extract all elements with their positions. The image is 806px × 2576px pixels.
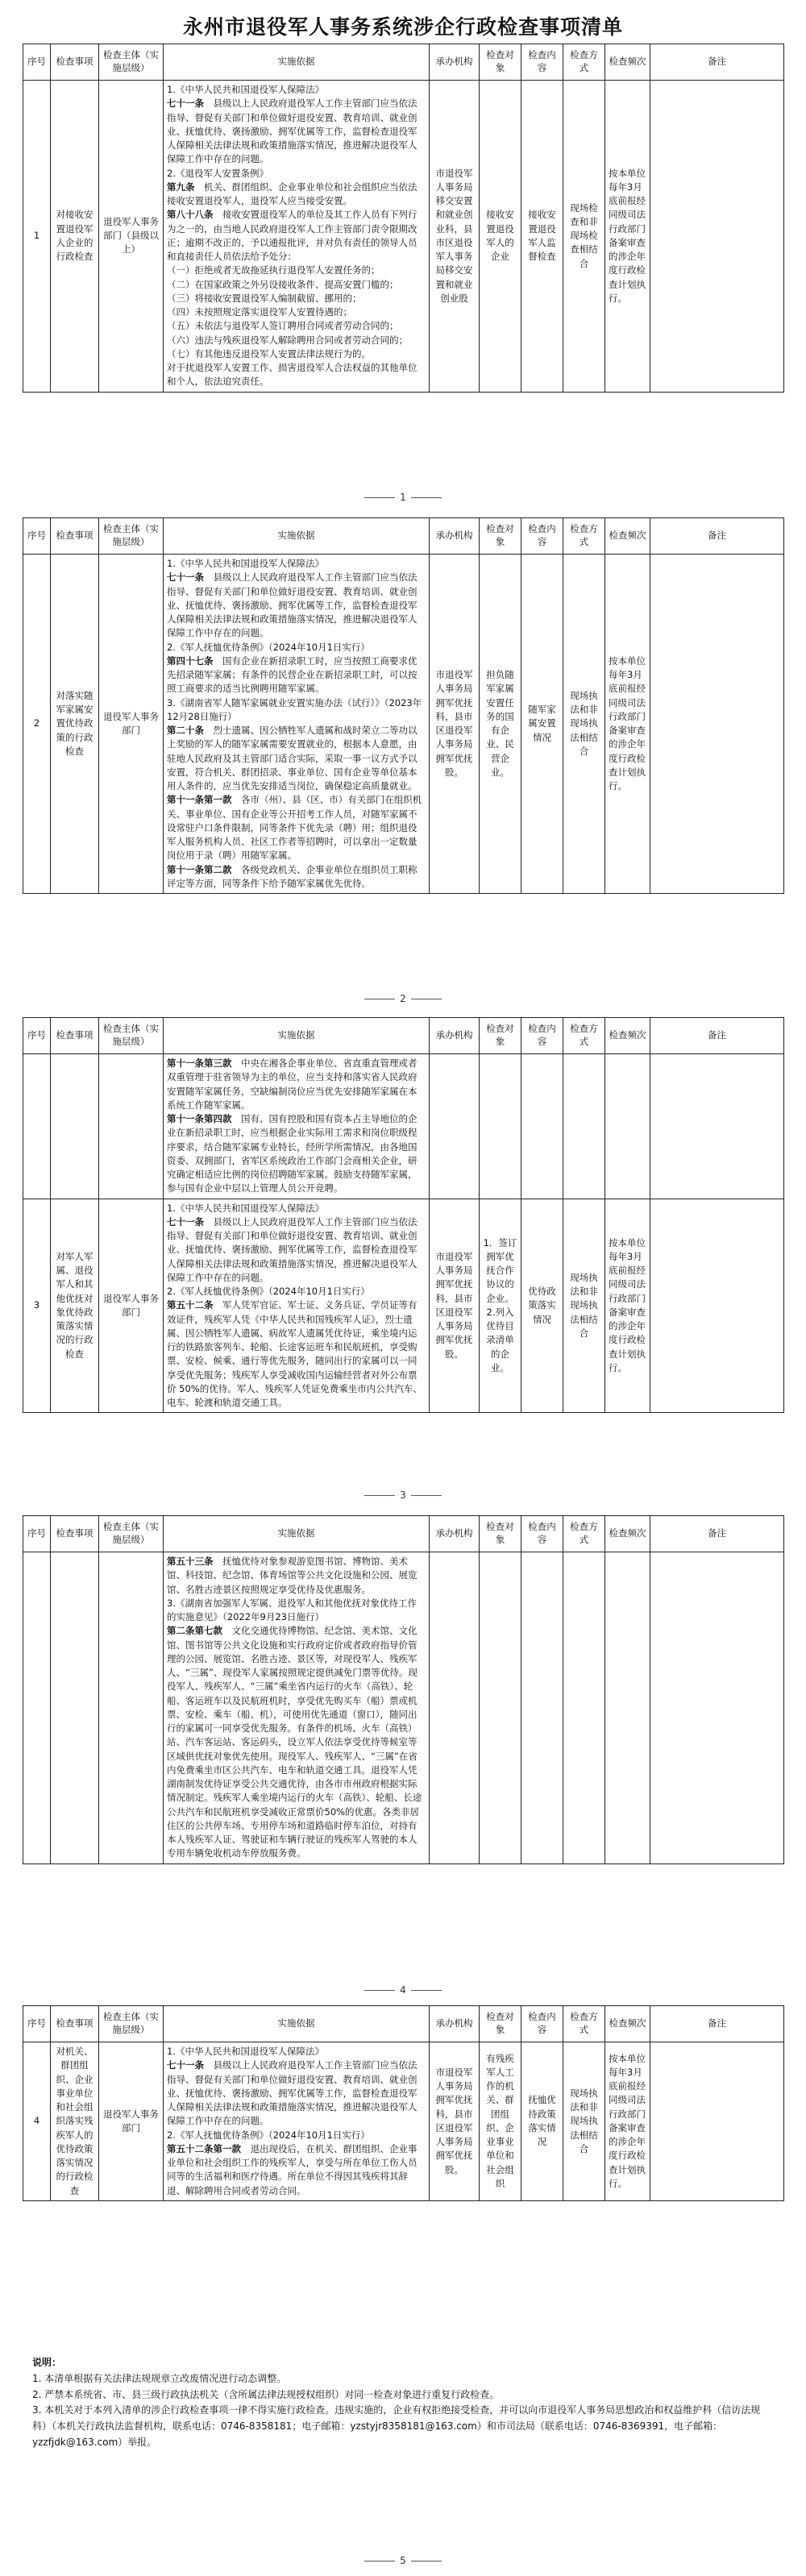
basis-text: 1.《中华人民共和国退役军人保障法》 xyxy=(167,84,324,95)
basis-paragraph xyxy=(167,347,426,361)
basis-paragraph xyxy=(167,1215,426,1285)
basis-text: （七）有其他违反退役军人安置法律法规行为的。 xyxy=(167,347,371,359)
seq-cell xyxy=(23,1552,51,1864)
column-header: 实施依据 xyxy=(164,2006,430,2042)
header-row xyxy=(23,1516,784,1552)
note-cell xyxy=(650,2042,784,2201)
note-item-1: 1. 本清单根据有关法律法规规章立改废情况进行动态调整。 xyxy=(32,2372,287,2384)
basis-text: 机关、群团组织、企业事业单位和社会组织应当依法接收安置退役军人，退役军人应当接受安置。 xyxy=(167,181,418,206)
column-header: 承办机构 xyxy=(430,1018,480,1054)
org-cell: 市退役军人事务局拥军优抚科，县市区退役军人事务局拥军优抚股。 xyxy=(430,2042,480,2201)
article-number: 第五十二条第一款 xyxy=(167,2142,241,2154)
basis-cell xyxy=(164,1199,430,1413)
basis-text: 各级党政机关、企事业单位在组织员工职称评定等方面，同等条件下给予随军家属优先优待。 xyxy=(167,863,418,889)
column-header: 检查内容 xyxy=(521,44,563,81)
object-cell xyxy=(480,1552,521,1864)
basis-text: （二）在国家政策之外另设接收条件、提高安置门槛的； xyxy=(167,278,399,290)
inspection-table xyxy=(23,517,784,894)
column-header: 备注 xyxy=(650,518,784,555)
item-cell: 对接收安置退役军人企业的行政检查 xyxy=(51,81,99,393)
column-header: 检查主体（实施层级） xyxy=(99,518,164,555)
column-header: 检查频次 xyxy=(605,44,650,81)
org-cell: 市退役军人事务局拥军优抚科，县市区退役军人事务局拥军优抚股。 xyxy=(430,1199,480,1413)
basis-text: （六）违法与残疾退役军人解除聘用合同或者劳动合同的； xyxy=(167,334,408,346)
table-row xyxy=(23,1199,784,1413)
basis-text: （五）未依法与退役军人签订聘用合同或者劳动合同的； xyxy=(167,320,399,332)
note-cell xyxy=(650,81,784,393)
basis-text: 退出现役后，在机关、群团组织、企业事业单位和社会组织工作的残疾军人，享受与所在单位工伤人员同等的生活福利和医疗待遇。所在单位不得因其残疾将其辞退、解除聘用合同或者劳动合同。 xyxy=(167,2142,418,2196)
subject-cell xyxy=(99,1552,164,1864)
column-header: 检查方式 xyxy=(563,518,605,555)
basis-cell xyxy=(164,1054,430,1199)
table-row xyxy=(23,555,784,894)
basis-text: （三）将接收安置退役军人编制截留、挪用的； xyxy=(167,292,362,304)
column-header: 检查内容 xyxy=(521,2006,563,2042)
basis-paragraph xyxy=(167,1112,426,1196)
basis-paragraph xyxy=(167,319,426,333)
object-cell xyxy=(480,1054,521,1199)
column-header: 检查内容 xyxy=(521,1516,563,1552)
column-header: 检查频次 xyxy=(605,1516,650,1552)
basis-cell xyxy=(164,555,430,894)
basis-text: 接收安置退役军人的单位及其工作人员有下列行为之一的，由当地人民政府退役军人工作主管部门责令限期改正；逾期不改正的，予以通报批评，并对负有责任的领导人员和直接责任人员依法给予处分： xyxy=(167,209,418,262)
seq-cell: 2 xyxy=(23,555,51,894)
basis-text: 中央在湘各企事业单位、省直重直管理或者双重管理于驻省领导为主的单位，应当支持和落实省人民政府安置随军家属任务，空缺编制岗位应当优先安排随军家属在本系统工作随军家属。 xyxy=(167,1057,418,1111)
inspection-table xyxy=(23,1017,784,1413)
article-number: 第八十八条 xyxy=(167,209,214,221)
page-number-text: 1 xyxy=(400,492,406,503)
inspection-table xyxy=(23,2005,784,2201)
basis-paragraph xyxy=(167,2059,426,2128)
basis-text: 烈士遗属、因公牺牲军人遗属和战时荣立二等功以上奖励的军人的随军家属需要安置就业的，根据本人意愿，由驻地人民政府及其主管部门适合实际，采取一事一议方式予以安置，符合机关、群团招录、事业单位、国有企业等单位基本用人条件的，应当优先安排适当岗位，确保稳定高质量就业。 xyxy=(167,725,418,791)
item-cell: 对军人军属、退役军人和其他优抚对象优待政策落实情况的行政检查 xyxy=(51,1199,99,1413)
basis-text: 抚恤优待对象参观游览图书馆、博物馆、美术馆、科技馆、纪念馆、体育场馆等公共文化设施和公园、展览馆、名胜古迹景区按照规定享受优待及优惠服务。 xyxy=(167,1556,418,1595)
object-cell: 担负随军家属安置任务的国有企业、民营企业。 xyxy=(480,555,521,894)
basis-paragraph xyxy=(167,2045,426,2059)
note-cell xyxy=(650,1552,784,1864)
page-number-text: 5 xyxy=(400,2555,406,2566)
header-row xyxy=(23,2006,784,2042)
table-page-4 xyxy=(23,1515,783,1864)
header-row xyxy=(23,44,784,81)
basis-paragraph xyxy=(167,208,426,264)
org-cell: 市退役军人事务局拥军优抚科，县市区退役军人事务局拥军优抚股。 xyxy=(430,555,480,894)
column-header: 检查内容 xyxy=(521,1018,563,1054)
column-header: 检查主体（实施层级） xyxy=(99,44,164,81)
basis-text: 各市（州）、县（区、市）有关部门在组织机关、事业单位、国有企业等公开招考工作人员，对随军家属不设常驻户口条件限制，同等条件下优先录（聘）用；组织退役军人服务机构人员、社区工作者等招聘时，可以拿出一定数量岗位用于录（聘）用随军家属。 xyxy=(167,794,422,862)
subject-cell: 退役军人事务部门 xyxy=(99,555,164,894)
header-row xyxy=(23,1018,784,1054)
column-header: 实施依据 xyxy=(164,1516,430,1552)
article-number: 第二十条 xyxy=(167,725,204,736)
note-cell xyxy=(650,1054,784,1199)
basis-cell xyxy=(164,2042,430,2201)
seq-cell: 3 xyxy=(23,1199,51,1413)
basis-text: 文化交通优待博物馆、纪念馆、美术馆、文化馆、图书馆等公共文化设施和实行政府定价或者政府指导价管理的公园、展览馆、名胜古迹、景区等，对现役军人、残疾军人、“三属”、现役军人家属按照规定提供减免门票等优待。现役军人、残疾军人、“三属”乘坐省内运行的火车（高铁）、轮船、客运班车以及民航班机时，享受优先购买车（船）票或机票、安检、乘车（船、机），可使用优先通道（窗口），随同出行的家属可一同享受优先服务。有条件的机场、火车（高铁）站、汽车客运站、客运码头，设立军人依法享受优待等候室等区域供优抚对象优先使用。现役军人、残疾军人、“三属”在省内免费乘坐市区公共汽车、电车和轨道交通工具。退役军人凭湖南制发优待证享受公共交通优待，由各市市州政府根据实际情况制定。残疾军人乘坐境内运行的火车（高铁）、轮船、长途公共汽车和民航班机享受减收正常票价50%的优惠。各类非居住区的公共停车场、专用停车场和道路临时停车泊位，对持有本人残疾军人证、驾驶证和车辆行驶证的残疾军人驾驶的本人专用车辆免收机动车停放服务费。 xyxy=(167,1625,422,1859)
column-header: 检查频次 xyxy=(605,2006,650,2042)
article-number: 七十一条 xyxy=(167,571,204,584)
column-header: 检查方式 xyxy=(563,44,605,81)
basis-paragraph xyxy=(167,334,426,347)
basis-paragraph xyxy=(167,696,426,725)
article-number: 第十一条第一款 xyxy=(167,794,232,806)
item-cell: 对机关、群团组织、企业事业单位和社会组织落实残疾军人的优待政策落实情况的行政检查 xyxy=(51,2042,99,2201)
page-number xyxy=(0,1490,806,1501)
content-cell: 随军家属安置情况 xyxy=(521,555,563,894)
basis-text: 1.《中华人民共和国退役军人保障法》 xyxy=(167,2046,324,2057)
column-header: 检查方式 xyxy=(563,1018,605,1054)
column-header: 检查主体（实施层级） xyxy=(99,1018,164,1054)
column-header: 承办机构 xyxy=(430,1516,480,1552)
subject-cell xyxy=(99,1054,164,1199)
subject-cell: 退役军人事务部门（县级以上） xyxy=(99,81,164,393)
subject-cell: 退役军人事务部门 xyxy=(99,1199,164,1413)
seq-cell: 4 xyxy=(23,2042,51,2201)
basis-paragraph xyxy=(167,167,426,181)
column-header: 备注 xyxy=(650,2006,784,2042)
column-header: 检查对象 xyxy=(480,1516,521,1552)
document-title: 永州市退役军人事务系统涉企行政检查事项清单 xyxy=(182,15,623,39)
basis-text: 2.《军人抚恤优待条例》（2024年10月1日实行） xyxy=(167,1286,370,1297)
basis-text: 2.《军人抚恤优待条例》（2024年10月1日实行） xyxy=(167,2129,370,2141)
basis-paragraph xyxy=(167,1555,426,1597)
basis-paragraph xyxy=(167,557,426,571)
table-page-3 xyxy=(23,1017,783,1413)
table-page-5 xyxy=(23,2005,783,2201)
column-header: 备注 xyxy=(650,1018,784,1054)
item-cell xyxy=(51,1552,99,1864)
page-number-text: 3 xyxy=(400,1490,406,1501)
header-row xyxy=(23,518,784,555)
item-cell: 对落实随军家属安置优待政策的行政检查 xyxy=(51,555,99,894)
column-header: 实施依据 xyxy=(164,44,430,81)
freq-cell xyxy=(605,1552,650,1864)
basis-text: 县级以上人民政府退役军人工作主管部门应当依法指导、督促有关部门和单位做好退役安置、教育培训、就业创业、抚恤优待、褒扬激励、拥军优属等工作，监督检查退役军人保障相关法律法规和政策措施落实情况，推进解决退役军人保障工作中存在的问题。 xyxy=(167,98,418,165)
column-header: 检查对象 xyxy=(480,2006,521,2042)
column-header: 检查事项 xyxy=(51,1018,99,1054)
page-number xyxy=(0,1984,806,1996)
page-number-rule xyxy=(364,1495,395,1496)
table-page-2 xyxy=(23,517,783,894)
item-cell xyxy=(51,1054,99,1199)
column-header: 检查方式 xyxy=(563,1516,605,1552)
page-number-rule xyxy=(411,1990,442,1991)
article-number: 第十一条第二款 xyxy=(167,863,232,875)
content-cell xyxy=(521,1552,563,1864)
content-cell: 接收安置退役军人监督检查 xyxy=(521,81,563,393)
notes-heading: 说明： xyxy=(32,2357,62,2368)
basis-text: 县级以上人民政府退役军人工作主管部门应当依法指导、督促有关部门和单位做好退役安置、教育培训、就业创业、抚恤优待、褒扬激励、拥军优属等工作，监督检查退役军人保障相关法律法规和政策措施落实情况，推进解决退役军人保障工作中存在的问题。 xyxy=(167,571,418,639)
basis-paragraph xyxy=(167,292,426,305)
method-cell: 现场执法和非现场执法相结合 xyxy=(563,555,605,894)
org-cell xyxy=(430,1054,480,1199)
article-number: 七十一条 xyxy=(167,2059,204,2071)
method-cell xyxy=(563,1054,605,1199)
basis-paragraph xyxy=(167,724,426,793)
column-header: 检查事项 xyxy=(51,44,99,81)
page-number-rule xyxy=(411,1495,442,1496)
basis-cell xyxy=(164,81,430,393)
column-header: 检查方式 xyxy=(563,2006,605,2042)
column-header: 承办机构 xyxy=(430,44,480,81)
basis-paragraph xyxy=(167,264,426,277)
column-header: 实施依据 xyxy=(164,1018,430,1054)
column-header: 检查主体（实施层级） xyxy=(99,2006,164,2042)
basis-text: （一）拒绝或者无故拖延执行退役军人安置任务的； xyxy=(167,264,380,276)
column-header: 序号 xyxy=(23,2006,51,2042)
article-number: 第四十七条 xyxy=(167,654,214,667)
column-header: 备注 xyxy=(650,44,784,81)
article-number: 第十一条第四款 xyxy=(167,1113,232,1124)
basis-paragraph xyxy=(167,1624,426,1860)
column-header: 承办机构 xyxy=(430,2006,480,2042)
org-cell xyxy=(430,1552,480,1864)
column-header: 检查频次 xyxy=(605,1018,650,1054)
basis-paragraph xyxy=(167,83,426,97)
basis-paragraph xyxy=(167,97,426,166)
content-cell: 优待政策落实情况 xyxy=(521,1199,563,1413)
basis-paragraph xyxy=(167,793,426,862)
column-header: 承办机构 xyxy=(430,518,480,555)
basis-paragraph xyxy=(167,181,426,209)
freq-cell xyxy=(605,1054,650,1199)
page-number-rule xyxy=(411,497,442,498)
freq-cell: 按本单位每年3月底前报经同级司法行政部门备案审查的涉企年度行政检查计划执行。 xyxy=(605,81,650,393)
table-row xyxy=(23,1552,784,1864)
page-number xyxy=(0,492,806,503)
inspection-table xyxy=(23,1515,784,1864)
basis-paragraph xyxy=(167,863,426,891)
basis-paragraph xyxy=(167,1298,426,1410)
basis-paragraph xyxy=(167,2129,426,2142)
org-cell: 市退役军人事务局移交安置和就业创业科，县市区退役军人事务局移交安置和就业创业股 xyxy=(430,81,480,393)
table-row xyxy=(23,1054,784,1199)
basis-text: 国有企业在新招录职工时，应当按照工商要求优先招录随军家属；有条件的民营企业在新招录职工时，可以按照工商要求的适当比例聘用随军家属。 xyxy=(167,654,418,695)
basis-text: 2.《军人抚恤优待条例》（2024年10月1日实行） xyxy=(167,641,370,653)
basis-paragraph xyxy=(167,571,426,640)
basis-text: 3.《湖南省军人随军家属就业安置实施办法（试行）》（2023年12月28日施行） xyxy=(167,696,422,722)
basis-paragraph xyxy=(167,641,426,654)
note-item-2: 2. 严禁本系统省、市、县三级行政执法机关（含所属法律法规授权组织）对同一检查对象进行重复行政检查。 xyxy=(32,2388,500,2400)
article-number: 七十一条 xyxy=(167,1215,204,1228)
table-row xyxy=(23,2042,784,2201)
note-item-3: 3. 本机关对于本列入清单的涉企行政检查事项一律不得实施行政检查。违规实施的，企业有权拒绝接受检查，并可以向市退役军人事务局思想政治和权益维护科（信访法规科）（本机关行政执法监督机构，联系电话：0746-8358181；电子邮箱：yzstyjr8358181@163.com）和市司法局（联系电话：0746-8369391，电子邮箱：yzzfjdk@163.com）举报。 xyxy=(32,2404,761,2448)
basis-text: （四）未按照规定落实退役军人安置待遇的； xyxy=(167,306,352,318)
object-cell: 有残疾军人工作的机关、群团组织、企业事业单位和社会组织 xyxy=(480,2042,521,2201)
subject-cell: 退役军人事务部门 xyxy=(99,2042,164,2201)
method-cell: 现场检查和非现场检查相结合 xyxy=(563,81,605,393)
basis-text: 对于扰退役军人安置工作、损害退役军人合法权益的其他单位和个人，依法追究责任。 xyxy=(167,362,418,388)
object-cell: 1．签订拥军优抚合作协议的企业。2.列入优待目录清单的企业。 xyxy=(480,1199,521,1413)
article-number: 第九条 xyxy=(167,181,195,193)
column-header: 检查事项 xyxy=(51,518,99,555)
basis-paragraph xyxy=(167,2142,426,2198)
basis-text: 1.《中华人民共和国退役军人保障法》 xyxy=(167,558,324,569)
column-header: 检查事项 xyxy=(51,1516,99,1552)
method-cell: 现场执法和非现场执法相结合 xyxy=(563,2042,605,2201)
object-cell: 接收安置退役军人的企业 xyxy=(480,81,521,393)
page-number xyxy=(0,993,806,1004)
page-number-text: 4 xyxy=(400,1984,406,1996)
basis-text: 国有、国有控股和国有资本占主导地位的企业在新招录职工时，应当根据企业实际用工需求和岗位职级程序要求，结合随军家属专业特长，经所学所需情况，由各地国资委、双拥部门，省军区系统政治工作部门会商相关企业，研究确定相适应比例的岗位招聘随军家属。鼓励支持随军家属，参与国有企业中层以上管理人员公开竞聘。 xyxy=(167,1113,418,1195)
column-header: 序号 xyxy=(23,1018,51,1054)
method-cell xyxy=(563,1552,605,1864)
table-page-1 xyxy=(23,44,783,393)
note-cell xyxy=(650,1199,784,1413)
page-number xyxy=(0,2555,806,2566)
basis-paragraph xyxy=(167,1285,426,1298)
note-cell xyxy=(650,555,784,894)
freq-cell: 按本单位每年3月底前报经同级司法行政部门备案审查的涉企年度行政检查计划执行。 xyxy=(605,555,650,894)
article-number: 第十一条第三款 xyxy=(167,1057,232,1069)
inspection-table xyxy=(23,44,784,393)
column-header: 检查主体（实施层级） xyxy=(99,1516,164,1552)
column-header: 检查事项 xyxy=(51,2006,99,2042)
column-header: 检查频次 xyxy=(605,518,650,555)
content-cell xyxy=(521,1054,563,1199)
column-header: 检查内容 xyxy=(521,518,563,555)
column-header: 序号 xyxy=(23,518,51,555)
column-header: 备注 xyxy=(650,1516,784,1552)
basis-text: 2.《退役军人安置条例》 xyxy=(167,167,268,179)
column-header: 检查对象 xyxy=(480,1018,521,1054)
basis-text: 军人凭军官证、军士证、义务兵证、学员证等有效证件，残疾军人凭《中华人民共和国残疾军人证》，烈士遗属、因公牺牲军人遗属、病故军人遗属凭优待证，乘坐境内运行的铁路旅客列车、轮船、长途客运班车和民航班机，享受购票、安检、候乘、通行等优先服务，随同出行的家属可以一同享受优先服务；残疾军人享受减收国内运输经营者对外公布票价 50%的优待。军人、残疾军人凭证免费乘坐市内公共汽车、电车、轮渡和轨道交通工具。 xyxy=(167,1299,422,1408)
column-header: 实施依据 xyxy=(164,518,430,555)
seq-cell: 1 xyxy=(23,81,51,393)
article-number: 七十一条 xyxy=(167,98,204,110)
basis-text: 县级以上人民政府退役军人工作主管部门应当依法指导、督促有关部门和单位做好退役安置、教育培训、就业创业、抚恤优待、褒扬激励、拥军优属等工作，监督检查退役军人保障相关法律法规和政策措施落实情况，推进解决退役军人保障工作中存在的问题。 xyxy=(167,1215,418,1283)
page-number-rule xyxy=(364,497,395,498)
table-row xyxy=(23,81,784,393)
basis-text: 1.《中华人民共和国退役军人保障法》 xyxy=(167,1202,324,1214)
notes-section xyxy=(32,2355,774,2451)
column-header: 检查对象 xyxy=(480,518,521,555)
basis-paragraph xyxy=(167,1597,426,1625)
basis-paragraph xyxy=(167,361,426,389)
column-header: 序号 xyxy=(23,44,51,81)
basis-text: 县级以上人民政府退役军人工作主管部门应当依法指导、督促有关部门和单位做好退役安置、教育培训、就业创业、抚恤优待、褒扬激励、拥军优属等工作，监督检查退役军人保障相关法律法规和政策措施落实情况，推进解决退役军人保障工作中存在的问题。 xyxy=(167,2059,418,2127)
freq-cell: 按本单位每年3月底前报经同级司法行政部门备案审查的涉企年度行政检查计划执行。 xyxy=(605,2042,650,2201)
seq-cell xyxy=(23,1054,51,1199)
basis-paragraph xyxy=(167,1202,426,1215)
basis-paragraph xyxy=(167,278,426,292)
basis-paragraph xyxy=(167,1057,426,1112)
column-header: 序号 xyxy=(23,1516,51,1552)
basis-cell xyxy=(164,1552,430,1864)
article-number: 第五十二条 xyxy=(167,1299,214,1311)
page-number-text: 2 xyxy=(400,993,406,1004)
freq-cell: 按本单位每年3月底前报经同级司法行政部门备案审查的涉企年度行政检查计划执行。 xyxy=(605,1199,650,1413)
basis-text: 3.《湖南省加强军人军属、退役军人和其他优抚对象优待工作的实施意见》（2022年9月23日施行） xyxy=(167,1597,417,1622)
article-number: 第五十三条 xyxy=(167,1556,214,1567)
basis-paragraph xyxy=(167,305,426,319)
method-cell: 现场执法和非现场执法相结合 xyxy=(563,1199,605,1413)
column-header: 检查对象 xyxy=(480,44,521,81)
basis-paragraph xyxy=(167,654,426,696)
page-number-rule xyxy=(364,1990,395,1991)
article-number: 第二条第七款 xyxy=(167,1625,222,1637)
content-cell: 抚恤优待政策落实情况 xyxy=(521,2042,563,2201)
